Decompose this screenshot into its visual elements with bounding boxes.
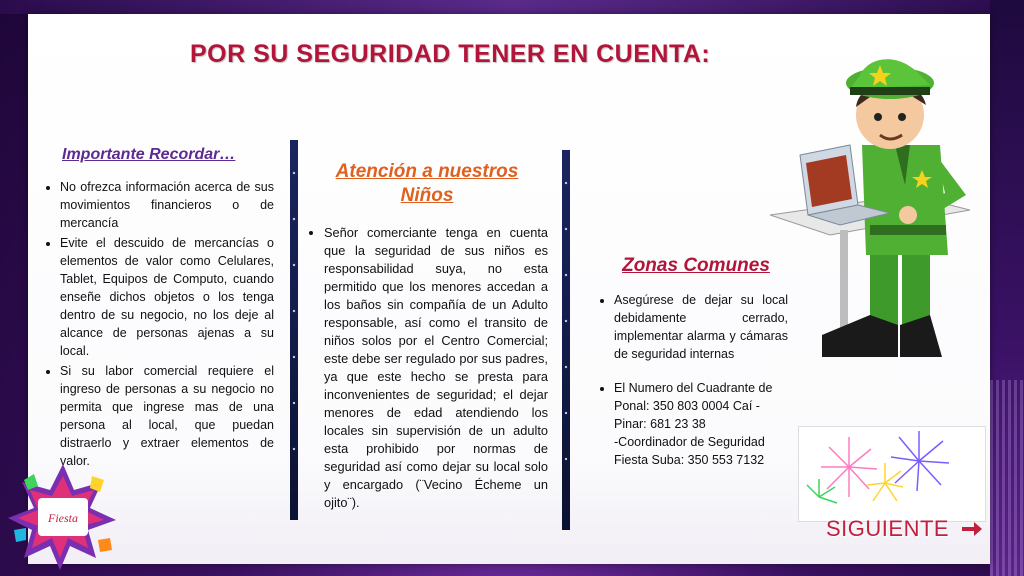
top-frame xyxy=(0,0,1024,14)
background-skyline xyxy=(990,380,1024,576)
column-heading: Importante Recordar… xyxy=(62,146,236,163)
bullet-list xyxy=(588,291,788,469)
fireworks-illustration xyxy=(798,426,986,522)
star-logo xyxy=(4,460,122,572)
page-title: POR SU SEGURIDAD TENER EN CUENTA: xyxy=(190,40,711,68)
column-heading: Zonas Comunes xyxy=(622,255,770,276)
logo-text: Fiesta xyxy=(48,511,78,525)
arrow-right-icon[interactable] xyxy=(962,521,982,537)
column-divider xyxy=(562,150,570,530)
heading-line: Niños xyxy=(400,185,454,206)
list-item: • Señor comerciante tenga en cuenta que la seguridad de sus niños es responsabilidad suya, no esta permitido que los menores accedan a los baños sin compañía de un Adulto responsable, así como el transito de niños solos por el Centro Comercial; este debe ser regulado por sus padres, ya que este hecho se presta para inconvenientes de seguridad; el dejar menores de edad atendiendo los locales sin supervisión de un adulto esta prohibido por normas de seguridad así como dejar su local solo y encargado (¨Vecino Écheme un ojito¨). xyxy=(324,224,548,512)
list-item-text: El Numero del Cuadrante de Ponal: 350 803 0004 Caí - Pinar: 681 23 38 xyxy=(614,381,773,431)
column-divider xyxy=(290,140,298,520)
list-item-extra: -Coordinador de Seguridad Fiesta Suba: 350 553 7132 xyxy=(614,435,765,467)
column-ninos xyxy=(306,160,548,512)
next-button[interactable]: SIGUIENTE xyxy=(826,516,950,541)
list-item: • Evite el descuido de mercancías o elementos de valor como Celulares, Tablet, Equipos de Computo, cuando enseñe dichos objetos o los tenga dentro de su negocio, no los deje al alcance de personas ajenas a su local. xyxy=(60,234,274,360)
heading-line: Atención a nuestros xyxy=(335,161,519,182)
column-heading xyxy=(306,160,548,208)
list-item: • Si su labor comercial requiere el ingreso de personas a su negocio no permita que ingrese mas de una persona al local, que puedan distraerlo y extraer elementos de valor. xyxy=(60,362,274,470)
column-importante xyxy=(42,146,274,472)
column-zonas xyxy=(588,257,788,485)
list-item xyxy=(614,379,788,469)
bullet-list xyxy=(42,178,274,470)
list-item: • Asegúrese de dejar su local debidamente cerrado, implementar alarma y cámaras de seguridad internas xyxy=(614,291,788,363)
police-officer-illustration xyxy=(770,45,970,375)
list-item: • No ofrezca información acerca de sus movimientos financieros o de mercancía xyxy=(60,178,274,232)
bullet-list xyxy=(306,224,548,512)
